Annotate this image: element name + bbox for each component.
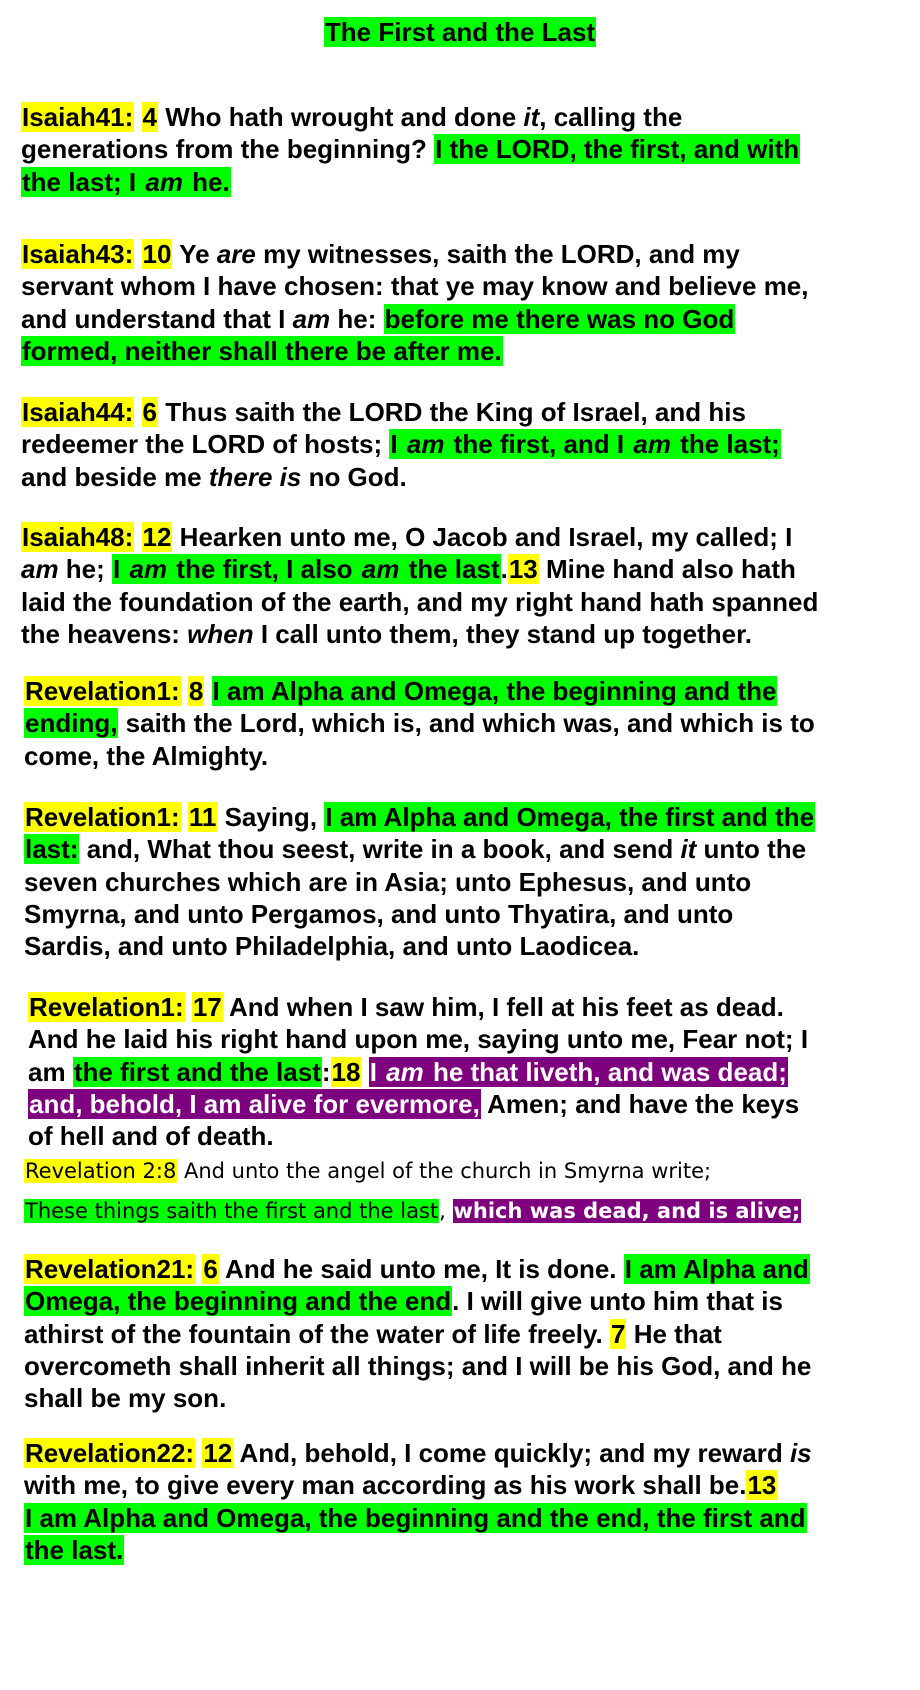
text-line — [21, 461, 901, 493]
text-run: , calling the — [539, 102, 683, 132]
verse-reference-highlight: 12 — [142, 522, 172, 552]
text-line — [21, 238, 901, 270]
text-run: generations from the beginning? — [21, 134, 435, 165]
text-run: And, behold, I come quickly; and my reward — [233, 1438, 790, 1468]
text-line — [24, 740, 904, 772]
green-highlight-text: I am Alpha and Omega, the beginning and the — [212, 676, 777, 706]
passage-revelation-21-6 — [24, 1253, 904, 1414]
text-line — [24, 1502, 904, 1534]
green-highlight-text: I am Alpha and Omega, the beginning and the end, the first and — [25, 1502, 806, 1533]
text-run: Who hath wrought and done — [158, 102, 524, 132]
text-run: And he said unto me, It is done. — [218, 1254, 624, 1284]
purple-highlight-text: which was dead, and is alive; — [453, 1199, 801, 1223]
passage-revelation-1-11 — [24, 801, 904, 962]
text-line — [28, 991, 908, 1023]
green-highlight-text: Omega, the beginning and the end — [25, 1286, 452, 1317]
green-highlight-text: formed, neither shall there be after me. — [22, 335, 502, 366]
text-line — [24, 898, 904, 930]
purple-highlight-text: am — [386, 1056, 424, 1087]
text-line — [28, 1023, 908, 1055]
verse-reference-highlight: 18 — [331, 1056, 361, 1087]
text-run — [134, 239, 141, 269]
green-highlight-text: I am Alpha and — [624, 1254, 809, 1284]
text-line — [21, 166, 901, 198]
text-line — [24, 707, 904, 739]
text-run: are — [216, 239, 256, 269]
text-line — [24, 801, 904, 833]
verse-reference-highlight: 7 — [611, 1318, 626, 1349]
green-highlight-text: last: — [25, 834, 79, 865]
text-line — [24, 1534, 904, 1566]
text-run: am — [292, 303, 331, 334]
text-run: Thus saith the LORD the King of Israel, and his — [158, 397, 746, 427]
text-run: it — [680, 834, 697, 865]
text-run: there is — [208, 461, 302, 492]
text-run: servant whom I have chosen: that ye may know and believe me, — [21, 271, 809, 302]
green-highlight-text: am — [406, 429, 445, 460]
passage-isaiah-41 — [21, 101, 901, 198]
verse-reference-highlight: Revelation21: — [25, 1254, 195, 1284]
text-run: my witnesses, saith the LORD, and my — [255, 239, 740, 269]
text-run: when — [187, 618, 254, 649]
green-highlight-text: the last; — [672, 429, 780, 460]
green-highlight-text: the last. — [25, 1534, 124, 1565]
text-line — [24, 1285, 904, 1317]
green-highlight-text: am — [361, 554, 400, 585]
text-run: saith the Lord, which is, and which was, and which is to — [118, 708, 815, 739]
text-run — [134, 397, 141, 427]
text-run: . I will give unto him that is — [452, 1286, 783, 1317]
text-run: Sardis, and unto Philadelphia, and unto Laodicea. — [24, 931, 640, 962]
text-run: he: — [330, 303, 384, 334]
text-line — [21, 396, 901, 428]
text-run: and understand that I — [21, 303, 293, 334]
purple-highlight-text: he that liveth, and was dead; — [425, 1056, 787, 1087]
green-highlight-text: I the LORD, the first, and with — [435, 134, 800, 165]
green-highlight-text: I — [390, 429, 405, 460]
passage-isaiah-43 — [21, 238, 901, 367]
text-run: no God. — [301, 461, 407, 492]
text-run: and, What thou seest, write in a book, and send — [79, 834, 681, 865]
text-line — [24, 1150, 904, 1190]
text-line — [24, 1318, 904, 1350]
green-highlight-text: These things saith the first and the last — [25, 1199, 439, 1223]
text-run: unto the — [696, 834, 807, 865]
green-highlight-text: I — [113, 554, 128, 585]
verse-reference-highlight: 8 — [188, 676, 204, 706]
text-line — [21, 553, 901, 585]
text-line — [28, 1088, 908, 1120]
text-line — [21, 618, 901, 650]
text-run: And he laid his right hand upon me, saying unto me, Fear not; I — [28, 1024, 809, 1055]
text-line — [24, 675, 904, 707]
verse-reference-highlight: 13 — [747, 1470, 777, 1501]
verse-reference-highlight: Revelation1: — [25, 802, 180, 832]
verse-reference-highlight: 11 — [188, 802, 217, 832]
text-run — [204, 676, 211, 706]
verse-reference-highlight: 6 — [203, 1254, 218, 1284]
text-run — [181, 802, 188, 832]
text-line — [28, 1056, 908, 1088]
text-run: , — [439, 1199, 453, 1223]
purple-highlight-text: I — [369, 1056, 385, 1087]
text-run: is — [789, 1438, 812, 1468]
green-highlight-text: I am Alpha and Omega, the first and the — [325, 802, 815, 832]
text-line — [24, 1469, 904, 1501]
verse-reference-highlight: 12 — [203, 1438, 233, 1468]
text-run — [134, 102, 141, 132]
passage-isaiah-44 — [21, 396, 901, 493]
text-line — [21, 303, 901, 335]
green-highlight-text: the first and the last — [73, 1056, 321, 1087]
text-line — [21, 428, 901, 460]
text-run: and beside me — [21, 461, 209, 492]
text-run: And unto the angel of the church in Smyrna write; — [177, 1159, 712, 1183]
text-run: Hearken unto me, O Jacob and Israel, my called; I — [172, 522, 793, 552]
green-highlight-text: the last — [401, 554, 500, 585]
text-run: Ye — [172, 239, 217, 269]
text-line — [21, 101, 901, 133]
text-run: it — [523, 102, 540, 132]
text-line — [24, 930, 904, 962]
text-line — [21, 270, 901, 302]
green-highlight-text: the first, I also — [169, 554, 360, 585]
verse-reference-highlight: Isaiah44: — [22, 397, 134, 427]
text-run: of hell and of death. — [28, 1121, 274, 1152]
text-line — [24, 1253, 904, 1285]
text-run — [181, 676, 188, 706]
passage-revelation-22-12 — [24, 1437, 904, 1566]
green-highlight-text: the first, and I — [446, 429, 632, 460]
green-highlight-text: before me there was no God — [384, 303, 735, 334]
text-run: Mine hand also hath — [538, 554, 796, 585]
text-run: overcometh shall inherit all things; and I will be his God, and he — [24, 1350, 812, 1381]
green-highlight-text: am — [145, 166, 183, 197]
green-highlight-text: am — [633, 429, 671, 460]
text-run: he; — [58, 554, 113, 585]
text-run: athirst of the fountain of the water of life freely. — [24, 1318, 611, 1349]
text-line — [24, 1350, 904, 1382]
verse-reference-highlight: 4 — [142, 102, 157, 132]
text-run: He that — [626, 1318, 722, 1349]
green-highlight-text: he. — [184, 166, 230, 197]
text-line — [24, 1437, 904, 1469]
text-line — [21, 335, 901, 367]
verse-reference-highlight: Revelation1: — [29, 992, 184, 1022]
text-run: Smyrna, and unto Pergamos, and unto Thyatira, and unto — [24, 898, 734, 929]
verse-reference-highlight: 13 — [508, 554, 538, 585]
verse-reference-highlight: Isaiah48: — [22, 522, 134, 552]
verse-reference-highlight: Revelation1: — [25, 676, 180, 706]
text-line — [21, 521, 901, 553]
text-run: am — [28, 1056, 73, 1087]
green-highlight-text: the last; I — [22, 166, 144, 197]
passage-revelation-1-8 — [24, 675, 904, 772]
text-line — [24, 833, 904, 865]
verse-reference-highlight: Isaiah41: — [22, 102, 134, 132]
verse-reference-highlight: 6 — [142, 397, 157, 427]
passage-isaiah-48 — [21, 521, 901, 650]
text-run: I call unto them, they stand up together. — [253, 618, 753, 649]
text-run — [185, 992, 192, 1022]
text-run: shall be my son. — [24, 1383, 227, 1414]
text-run — [134, 522, 141, 552]
passage-revelation-1-17 — [28, 991, 908, 1152]
text-run: . — [500, 554, 508, 585]
verse-reference-highlight: 10 — [142, 239, 172, 269]
text-line — [28, 1120, 908, 1152]
page-title-text: The First and the Last — [324, 17, 596, 47]
verse-reference-highlight: 17 — [192, 992, 222, 1022]
passage-revelation-2-8 — [24, 1150, 904, 1230]
text-run — [361, 1057, 368, 1087]
text-run: Amen; and have the keys — [480, 1088, 800, 1119]
text-run: am — [21, 554, 59, 585]
text-run: the heavens: — [21, 618, 188, 649]
text-run: laid the foundation of the earth, and my right hand hath spanned — [21, 586, 819, 617]
verse-reference-highlight: Revelation 2:8 — [25, 1159, 177, 1183]
text-run: with me, to give every man according as his work shall be. — [24, 1470, 747, 1501]
text-line — [24, 1190, 904, 1230]
text-run: seven churches which are in Asia; unto Ephesus, and unto — [24, 866, 752, 897]
green-highlight-text: am — [129, 554, 168, 585]
text-run: And when I saw him, I fell at his feet as dead. — [222, 992, 784, 1022]
text-run: : — [321, 1056, 331, 1087]
text-line — [21, 586, 901, 618]
text-line — [21, 133, 901, 165]
verse-reference-highlight: Revelation22: — [25, 1438, 195, 1468]
green-highlight-text: ending, — [25, 708, 118, 739]
text-line — [24, 1382, 904, 1414]
text-line — [24, 866, 904, 898]
text-run: come, the Almighty. — [24, 740, 269, 771]
text-run: redeemer the LORD of hosts; — [21, 429, 390, 460]
page-title — [0, 15, 920, 49]
purple-highlight-text: and, behold, I am alive for evermore, — [29, 1088, 480, 1119]
text-run: Saying, — [217, 802, 325, 832]
verse-reference-highlight: Isaiah43: — [22, 239, 134, 269]
